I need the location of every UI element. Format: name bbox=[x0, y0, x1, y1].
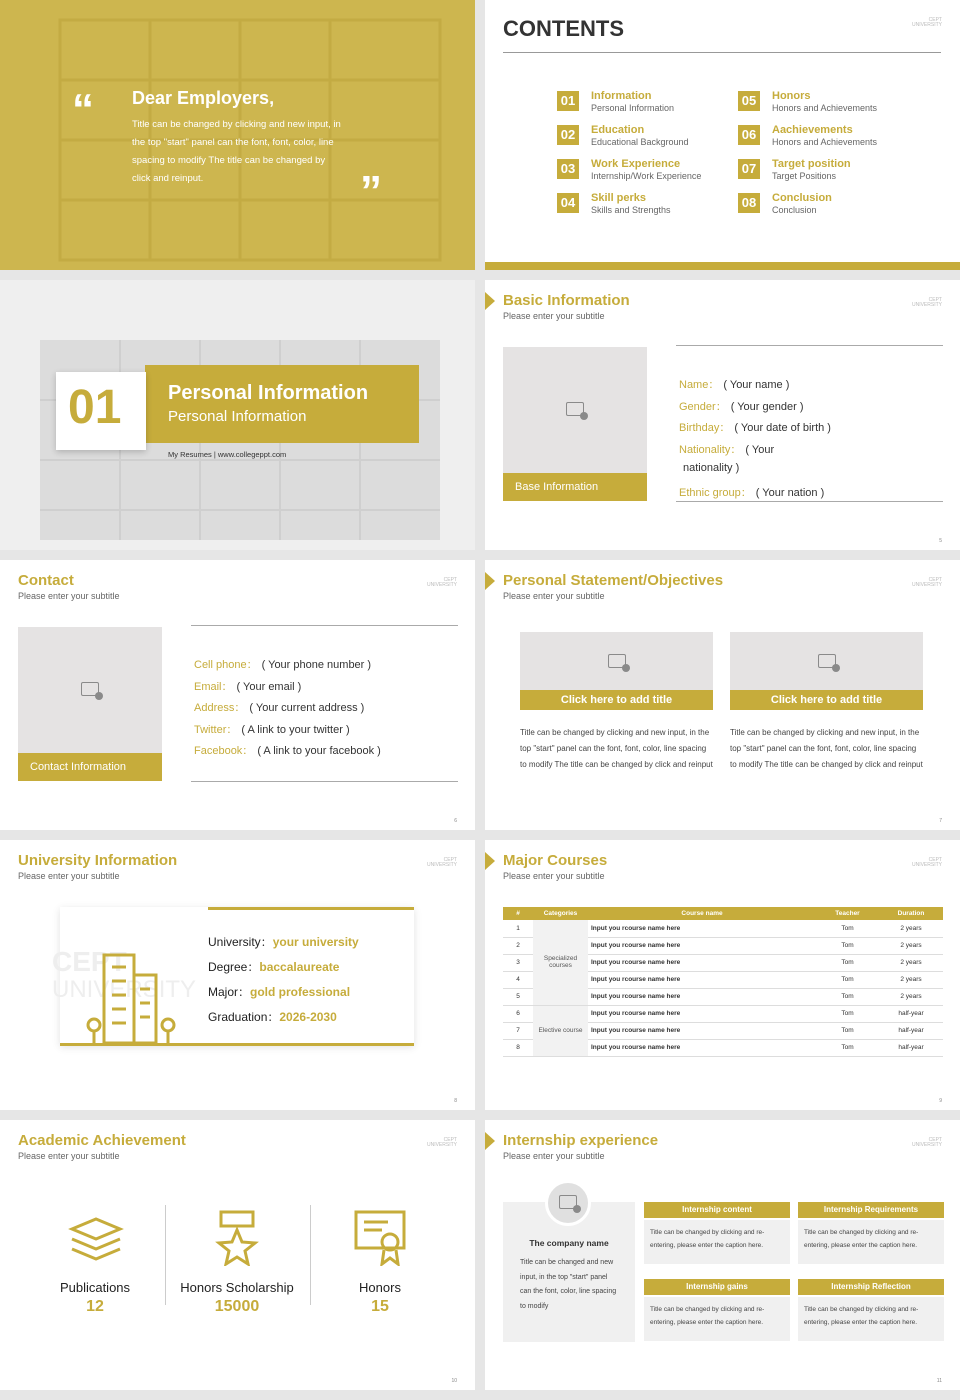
slide-academic-achievement bbox=[0, 1120, 475, 1390]
image-icon bbox=[608, 654, 626, 668]
logo: CEPT UNIVERSITY bbox=[911, 577, 942, 588]
field-label: Address： bbox=[194, 702, 246, 715]
slide-subtitle: Please enter your subtitle bbox=[503, 871, 605, 881]
site-label: My Resumes | www.collegeppt.com bbox=[168, 450, 287, 459]
slide-subtitle: Please enter your subtitle bbox=[18, 1151, 120, 1161]
slide-title: Contact bbox=[18, 572, 74, 589]
cell-teacher: Tom bbox=[816, 937, 879, 954]
field-value: ( Your date of birth ) bbox=[734, 422, 831, 435]
contents-item-title: Education bbox=[591, 124, 645, 136]
field-value: ( Your nation ) bbox=[755, 487, 825, 499]
contents-item-subtitle: Target Positions bbox=[772, 171, 837, 181]
field-row bbox=[679, 398, 803, 414]
slide-cover-letter bbox=[0, 0, 475, 270]
cell-category: Specialized courses bbox=[533, 920, 588, 1005]
section-subtitle: Personal Information bbox=[168, 408, 307, 425]
table-row bbox=[503, 920, 943, 937]
logo: CEPT UNIVERSITY bbox=[911, 857, 942, 868]
cell-index: 8 bbox=[503, 1039, 533, 1056]
cell-duration: 2 years bbox=[879, 920, 943, 937]
cell-teacher: Tom bbox=[816, 971, 879, 988]
books-icon bbox=[68, 1215, 124, 1261]
internship-box-head: Internship Requirements bbox=[798, 1202, 944, 1218]
contents-item-subtitle: Honors and Achievements bbox=[772, 103, 878, 113]
cell-course: Input you rcourse name here bbox=[588, 937, 816, 954]
page-number: 8 bbox=[454, 1098, 457, 1104]
slide-basic-information bbox=[485, 280, 960, 550]
contents-title: CONTENTS bbox=[503, 16, 624, 41]
cell-index: 3 bbox=[503, 954, 533, 971]
title-marker-icon bbox=[485, 852, 495, 870]
field-row bbox=[679, 441, 774, 457]
slide-contents bbox=[485, 0, 960, 270]
internship-box-head: Internship Reflection bbox=[798, 1279, 944, 1295]
university-label: Major： bbox=[208, 985, 251, 999]
field-row bbox=[194, 721, 350, 737]
slide-title: Academic Achievement bbox=[18, 1132, 186, 1149]
cell-duration: 2 years bbox=[879, 971, 943, 988]
table-header: Duration bbox=[879, 907, 943, 920]
cell-teacher: Tom bbox=[816, 1022, 879, 1039]
cell-course: Input you rcourse name here bbox=[588, 1005, 816, 1022]
field-label: Nationality： bbox=[679, 443, 742, 456]
slide-subtitle: Please enter your subtitle bbox=[503, 1151, 605, 1161]
cell-index: 6 bbox=[503, 1005, 533, 1022]
section-number: 01 bbox=[68, 381, 122, 434]
field-value: ( Your current address ) bbox=[249, 702, 365, 715]
logo: CEPT UNIVERSITY bbox=[426, 857, 457, 868]
university-value: your university bbox=[272, 935, 359, 949]
page-number: 7 bbox=[939, 818, 942, 824]
card-image-placeholder[interactable] bbox=[520, 632, 713, 690]
contents-item-number: 08 bbox=[738, 193, 760, 213]
university-label: Degree： bbox=[208, 960, 260, 974]
stat-value: 12 bbox=[86, 1298, 104, 1315]
divider-top bbox=[191, 625, 458, 626]
field-value: ( A link to your twitter ) bbox=[241, 723, 350, 736]
contents-item-number: 02 bbox=[557, 125, 579, 145]
page-number: 11 bbox=[936, 1378, 942, 1384]
university-label: Graduation： bbox=[208, 1010, 280, 1024]
contents-item-number: 03 bbox=[557, 159, 579, 179]
image-icon bbox=[818, 654, 836, 668]
contents-item-title: Skill perks bbox=[591, 192, 647, 204]
field-value: ( Your name ) bbox=[723, 379, 790, 391]
cell-duration: 2 years bbox=[879, 937, 943, 954]
contents-item-subtitle: Skills and Strengths bbox=[591, 205, 671, 215]
card-bottom-rule bbox=[60, 1043, 414, 1046]
logo: CEPT UNIVERSITY bbox=[426, 1137, 457, 1148]
divider bbox=[503, 52, 941, 53]
greeting-heading: Dear Employers, bbox=[132, 88, 275, 108]
contents-item-subtitle: Conclusion bbox=[772, 205, 817, 215]
field-value: ( Your email ) bbox=[236, 680, 302, 693]
internship-box-body: Title can be changed by clicking and re-entering, please enter the caption here. bbox=[798, 1220, 944, 1264]
slide-title: Personal Statement/Objectives bbox=[503, 572, 724, 589]
university-label: University： bbox=[208, 935, 273, 949]
company-name: The company name bbox=[529, 1238, 609, 1248]
cell-duration: half-year bbox=[879, 1005, 943, 1022]
stat-value: 15000 bbox=[214, 1298, 260, 1315]
field-label: Email： bbox=[194, 680, 233, 693]
slide-subtitle: Please enter your subtitle bbox=[18, 871, 120, 881]
award-icon bbox=[215, 1210, 259, 1266]
company-body: Title can be changed and new input, in the top "start" panel can the font, color, line spacing to modify bbox=[520, 1259, 617, 1310]
card-body: Title can be changed by clicking and new input, in the top "start" panel can the font, font, color, line spacing to modify The title can be changed by click and reinput bbox=[520, 728, 713, 769]
field-label: Cell phone： bbox=[194, 659, 258, 671]
contents-item-number: 01 bbox=[557, 91, 579, 111]
field-row bbox=[194, 699, 364, 715]
university-row bbox=[208, 1008, 337, 1025]
logo: CEPT UNIVERSITY bbox=[911, 17, 942, 28]
slide-internship bbox=[485, 1120, 960, 1390]
internship-box-body: Title can be changed by clicking and re-entering, please enter the caption here. bbox=[644, 1220, 790, 1264]
open-quote-icon: “ bbox=[72, 85, 94, 134]
internship-box-body: Title can be changed by clicking and re-entering, please enter the caption here. bbox=[798, 1297, 944, 1341]
slide-title: Internship experience bbox=[503, 1132, 659, 1149]
contents-item-title: Aachievements bbox=[772, 124, 853, 136]
contents-item-subtitle: Internship/Work Experience bbox=[591, 171, 702, 181]
cell-duration: half-year bbox=[879, 1039, 943, 1056]
field-row bbox=[194, 678, 301, 694]
cell-index: 2 bbox=[503, 937, 533, 954]
logo: CEPT UNIVERSITY bbox=[911, 1137, 942, 1148]
university-row bbox=[208, 933, 359, 950]
contents-item-subtitle: Educational Background bbox=[591, 137, 689, 147]
internship-box-body: Title can be changed by clicking and re-entering, please enter the caption here. bbox=[644, 1297, 790, 1341]
field-row bbox=[679, 484, 824, 500]
cell-teacher: Tom bbox=[816, 988, 879, 1005]
image-icon bbox=[566, 402, 584, 416]
contents-item-number: 05 bbox=[738, 91, 760, 111]
contents-item-title: Target position bbox=[772, 158, 851, 170]
stat-divider bbox=[165, 1205, 166, 1305]
divider-bottom bbox=[191, 781, 458, 782]
field-value: nationality ) bbox=[683, 462, 740, 475]
page-number: 6 bbox=[454, 818, 457, 824]
contents-item-number: 07 bbox=[738, 159, 760, 179]
photo-caption: Base Information bbox=[503, 473, 647, 501]
field-value: ( Your bbox=[745, 443, 775, 456]
university-row bbox=[208, 958, 339, 975]
contents-item-number: 06 bbox=[738, 125, 760, 145]
cell-duration: 2 years bbox=[879, 954, 943, 971]
field-label: Birthday： bbox=[679, 422, 731, 435]
field-label: Facebook： bbox=[194, 745, 254, 758]
table-header: Categories bbox=[533, 907, 588, 920]
cell-course: Input you rcourse name here bbox=[588, 1039, 816, 1056]
logo: CEPT UNIVERSITY bbox=[911, 297, 942, 308]
cell-course: Input you rcourse name here bbox=[588, 954, 816, 971]
contents-item-title: Conclusion bbox=[772, 192, 832, 204]
title-marker-icon bbox=[485, 572, 495, 590]
section-title: Personal Information bbox=[168, 382, 369, 404]
cell-index: 1 bbox=[503, 920, 533, 937]
cell-course: Input you rcourse name here bbox=[588, 971, 816, 988]
internship-box-head: Internship gains bbox=[644, 1279, 790, 1295]
logo: CEPT UNIVERSITY bbox=[426, 577, 457, 588]
company-avatar[interactable] bbox=[545, 1180, 591, 1226]
cell-duration: 2 years bbox=[879, 988, 943, 1005]
cell-duration: half-year bbox=[879, 1022, 943, 1039]
page-number: 10 bbox=[451, 1378, 457, 1384]
field-row bbox=[679, 376, 789, 392]
slide-title: Major Courses bbox=[503, 852, 608, 869]
slide-university bbox=[0, 840, 475, 1110]
field-value: ( Your phone number ) bbox=[261, 659, 372, 671]
slide-major-courses bbox=[485, 840, 960, 1110]
stat-label: Publications bbox=[59, 1280, 131, 1295]
contents-item-subtitle: Personal Information bbox=[591, 103, 675, 113]
cell-course: Input you rcourse name here bbox=[588, 1022, 816, 1039]
slide-subtitle: Please enter your subtitle bbox=[18, 591, 120, 601]
cell-teacher: Tom bbox=[816, 920, 879, 937]
table-header: Course name bbox=[588, 907, 816, 920]
slide-subtitle: Please enter your subtitle bbox=[503, 591, 605, 601]
university-value: baccalaureate bbox=[259, 960, 340, 974]
contents-item-title: Honors bbox=[772, 90, 811, 102]
stat-label: Honors bbox=[359, 1280, 401, 1295]
cell-index: 5 bbox=[503, 988, 533, 1005]
title-marker-icon bbox=[485, 292, 495, 310]
building-icon bbox=[82, 945, 182, 1045]
title-marker-icon bbox=[485, 1132, 495, 1150]
contents-item-subtitle: Honors and Achievements bbox=[772, 137, 878, 147]
cell-category: Elective course bbox=[533, 1005, 588, 1056]
internship-box-head: Internship content bbox=[644, 1202, 790, 1218]
page-number: 5 bbox=[939, 538, 942, 544]
slide-title: Basic Information bbox=[503, 292, 630, 309]
cell-course: Input you rcourse name here bbox=[588, 920, 816, 937]
table-row bbox=[503, 1005, 943, 1022]
field-label: Ethnic group： bbox=[679, 487, 752, 499]
contents-item-title: Work Experience bbox=[591, 158, 681, 170]
cell-course: Input you rcourse name here bbox=[588, 988, 816, 1005]
divider-bottom bbox=[676, 501, 943, 502]
cell-index: 7 bbox=[503, 1022, 533, 1039]
card-image-placeholder[interactable] bbox=[730, 632, 923, 690]
field-label: Twitter： bbox=[194, 723, 238, 736]
university-value: gold professional bbox=[250, 985, 351, 999]
slide-personal-statement bbox=[485, 560, 960, 830]
certificate-icon bbox=[354, 1210, 406, 1266]
contents-item-number: 04 bbox=[557, 193, 579, 213]
field-row bbox=[194, 742, 381, 758]
field-label: Name： bbox=[679, 379, 720, 391]
table-header: Teacher bbox=[816, 907, 879, 920]
close-quote-icon: ” bbox=[360, 167, 382, 216]
field-row bbox=[679, 462, 739, 474]
greeting-body: Title can be changed by clicking and new input, in the top "start" panel can the font, font, color, line spacing to modify The title can be changed by click and reinput. bbox=[132, 119, 341, 184]
cell-teacher: Tom bbox=[816, 1005, 879, 1022]
page-number: 9 bbox=[939, 1098, 942, 1104]
field-value: ( Your gender ) bbox=[730, 400, 804, 413]
card-top-rule bbox=[208, 907, 414, 910]
photo-caption: Contact Information bbox=[18, 753, 162, 781]
university-value: 2026-2030 bbox=[279, 1010, 337, 1024]
table-header: # bbox=[503, 907, 533, 920]
courses-table bbox=[503, 907, 943, 1057]
field-row bbox=[194, 656, 371, 672]
stat-label: Honors Scholarship bbox=[180, 1280, 294, 1295]
field-label: Gender： bbox=[679, 400, 727, 413]
cell-teacher: Tom bbox=[816, 954, 879, 971]
stat-value: 15 bbox=[371, 1298, 389, 1315]
image-icon bbox=[81, 682, 99, 696]
slide-subtitle: Please enter your subtitle bbox=[503, 311, 605, 321]
cell-index: 4 bbox=[503, 971, 533, 988]
slide-title: University Information bbox=[18, 852, 178, 869]
image-icon bbox=[559, 1195, 577, 1209]
slide-section-personal bbox=[0, 280, 475, 550]
field-value: ( A link to your facebook ) bbox=[257, 745, 381, 758]
slide-contact bbox=[0, 560, 475, 830]
university-row bbox=[208, 983, 350, 1000]
footer-bar bbox=[485, 262, 960, 270]
divider-top bbox=[676, 345, 943, 346]
contents-item-title: Information bbox=[591, 90, 652, 102]
field-row bbox=[679, 419, 831, 435]
card-body: Title can be changed by clicking and new input, in the top "start" panel can the font, font, color, line spacing to modify The title can be changed by click and reinput bbox=[730, 728, 923, 769]
cell-teacher: Tom bbox=[816, 1039, 879, 1056]
card-title-button[interactable]: Click here to add title bbox=[520, 690, 713, 710]
watermark: CEPT UNIVERSITY bbox=[52, 946, 197, 1003]
card-title-button[interactable]: Click here to add title bbox=[730, 690, 923, 710]
